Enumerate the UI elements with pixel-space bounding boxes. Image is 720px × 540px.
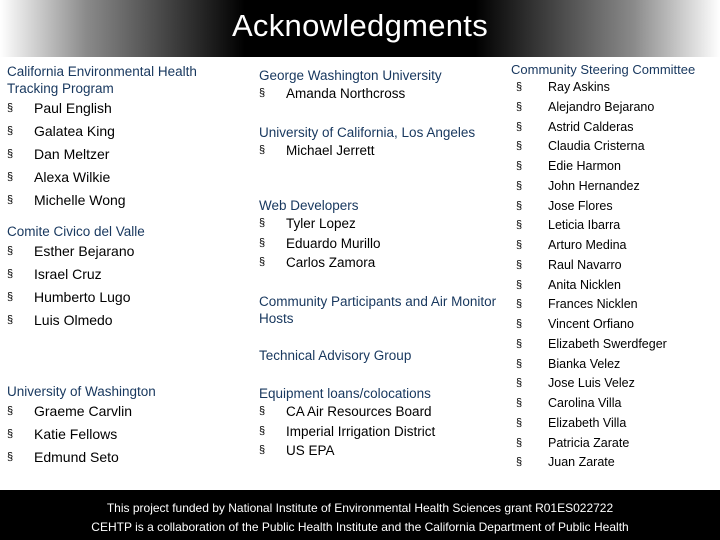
list-item	[259, 422, 499, 442]
name-list	[259, 84, 499, 104]
person-name: Vincent Orfiano	[548, 317, 634, 331]
list-item	[511, 256, 716, 276]
page-title: Acknowledgments	[231, 8, 489, 43]
list-item	[511, 78, 716, 98]
person-name: Astrid Calderas	[548, 119, 634, 134]
list-item	[259, 402, 499, 422]
person-name: Leticia Ibarra	[548, 218, 621, 233]
bullet-icon: §	[516, 278, 523, 291]
group	[511, 61, 716, 473]
person-name: John Hernandez	[548, 178, 640, 193]
list-item	[511, 335, 716, 355]
collaboration-note: CEHTP is a collaboration of the Public Health Institute and the California Department of Public Health	[91, 520, 629, 534]
bullet-icon: §	[259, 405, 266, 417]
group	[259, 67, 499, 104]
footer	[0, 490, 720, 540]
acknowledgments-panel	[0, 57, 720, 490]
bullet-icon: §	[516, 318, 523, 330]
list-item	[7, 446, 247, 469]
person-name: Bianka Velez	[548, 356, 621, 371]
person-name: CA Air Resources Board	[286, 404, 432, 419]
bullet-icon: §	[516, 100, 523, 113]
bullet-icon: §	[516, 219, 523, 232]
list-item	[259, 441, 499, 461]
bullet-icon: §	[7, 102, 14, 114]
list-item	[7, 309, 247, 332]
bullet-icon: §	[259, 236, 266, 249]
bullet-icon: §	[7, 171, 14, 183]
bullet-icon: §	[516, 357, 523, 370]
list-item	[511, 374, 716, 394]
bullet-icon: §	[516, 416, 523, 429]
group-title: University of Washington	[7, 384, 156, 399]
person-name: Eduardo Murillo	[286, 235, 381, 251]
list-item	[511, 236, 716, 256]
list-item	[7, 400, 247, 423]
bullet-icon: §	[516, 81, 523, 93]
list-item	[511, 355, 716, 375]
person-name: Elizabeth Swerdfeger	[548, 336, 667, 351]
name-list	[259, 141, 499, 161]
group	[259, 197, 499, 273]
bullet-icon: §	[516, 337, 523, 350]
person-name: Humberto Lugo	[34, 289, 131, 305]
group	[7, 63, 247, 212]
list-item	[7, 166, 247, 189]
bullet-icon: §	[516, 199, 523, 212]
list-item	[511, 315, 716, 335]
person-name: Israel Cruz	[34, 266, 102, 282]
person-name: Ray Askins	[548, 80, 610, 94]
bullet-icon: §	[259, 424, 266, 437]
bullet-icon: §	[7, 291, 14, 303]
list-item	[511, 137, 716, 157]
name-list	[259, 214, 499, 273]
list-item	[259, 214, 499, 234]
person-name: Jose Flores	[548, 198, 613, 213]
bullet-icon: §	[259, 144, 266, 156]
bullet-icon: §	[516, 436, 523, 449]
list-item	[259, 141, 499, 161]
person-name: US EPA	[286, 443, 335, 458]
group	[259, 347, 499, 364]
list-item	[511, 394, 716, 414]
person-name: Dan Meltzer	[34, 146, 110, 162]
list-item	[7, 97, 247, 120]
group	[259, 124, 499, 161]
bullet-icon: §	[516, 140, 523, 153]
bullet-icon: §	[7, 268, 14, 280]
bullet-icon: §	[516, 179, 523, 192]
name-list	[7, 400, 247, 469]
group-title: George Washington University	[259, 68, 442, 83]
person-name: Alejandro Bejarano	[548, 99, 655, 114]
person-name: Edie Harmon	[548, 159, 621, 173]
list-item	[511, 434, 716, 454]
person-name: Imperial Irrigation District	[286, 423, 436, 439]
bullet-icon: §	[7, 428, 14, 440]
person-name: Patricia Zarate	[548, 435, 630, 450]
group-title: Technical Advisory Group	[259, 348, 412, 363]
person-name: Jose Luis Velez	[548, 376, 635, 391]
list-item	[7, 143, 247, 166]
bullet-icon: §	[259, 256, 266, 268]
list-item	[7, 240, 247, 263]
list-item	[511, 216, 716, 236]
list-item	[7, 286, 247, 309]
name-list	[7, 97, 247, 212]
person-name: Galatea King	[34, 123, 115, 139]
name-list	[511, 78, 716, 473]
bullet-icon: §	[7, 405, 14, 417]
person-name: Michelle Wong	[34, 192, 126, 208]
group	[7, 383, 247, 469]
bullet-icon: §	[516, 160, 523, 172]
bullet-icon: §	[7, 125, 14, 137]
person-name: Edmund Seto	[34, 449, 119, 465]
person-name: Paul English	[34, 100, 112, 116]
bullet-icon: §	[516, 120, 523, 133]
bullet-icon: §	[7, 194, 14, 206]
list-item	[7, 120, 247, 143]
group-title: California Environmental Health Tracking Program	[7, 64, 197, 96]
person-name: Esther Bejarano	[34, 243, 135, 259]
person-name: Anita Nicklen	[548, 277, 621, 292]
name-list	[7, 240, 247, 332]
group	[259, 385, 499, 461]
bullet-icon: §	[259, 217, 266, 229]
person-name: Luis Olmedo	[34, 312, 113, 328]
group	[7, 223, 247, 332]
group-title: Community Participants and Air Monitor Hosts	[259, 294, 497, 326]
bullet-icon: §	[516, 239, 523, 251]
bullet-icon: §	[7, 451, 14, 463]
bullet-icon: §	[516, 258, 523, 271]
list-item	[511, 295, 716, 315]
list-item	[511, 276, 716, 296]
bullet-icon: §	[7, 245, 14, 257]
person-name: Claudia Cristerna	[548, 139, 645, 154]
group-title: University of California, Los Angeles	[259, 125, 476, 140]
list-item	[511, 118, 716, 138]
person-name: Carolina Villa	[548, 396, 622, 410]
group-title: Comite Civico del Valle	[7, 224, 145, 239]
list-item	[7, 189, 247, 212]
person-name: Michael Jerrett	[286, 143, 375, 158]
person-name: Amanda Northcross	[286, 86, 406, 101]
person-name: Carlos Zamora	[286, 255, 376, 270]
bullet-icon: §	[259, 87, 266, 99]
list-item	[511, 98, 716, 118]
list-item	[511, 177, 716, 197]
list-item	[7, 263, 247, 286]
list-item	[259, 84, 499, 104]
funding-note: This project funded by National Institute of Environmental Health Sciences grant R01ES022722	[106, 501, 614, 515]
person-name: Frances Nicklen	[548, 297, 638, 312]
person-name: Alexa Wilkie	[34, 169, 111, 185]
group-title: Web Developers	[259, 198, 359, 213]
person-name: Tyler Lopez	[286, 216, 356, 231]
list-item	[259, 234, 499, 254]
name-list	[259, 402, 499, 461]
bullet-icon: §	[516, 456, 523, 469]
group-title: Community Steering Committee	[511, 62, 696, 77]
bullet-icon: §	[516, 377, 523, 390]
bullet-icon: §	[7, 148, 14, 160]
bullet-icon: §	[259, 444, 266, 456]
person-name: Graeme Carvlin	[34, 403, 133, 419]
bullet-icon: §	[516, 397, 523, 409]
bullet-icon: §	[7, 314, 14, 326]
list-item	[511, 197, 716, 217]
list-item	[511, 157, 716, 177]
person-name: Raul Navarro	[548, 257, 622, 272]
group	[259, 293, 499, 327]
list-item	[511, 414, 716, 434]
group-title: Equipment loans/colocations	[259, 386, 431, 401]
person-name: Juan Zarate	[548, 455, 615, 470]
list-item	[259, 253, 499, 273]
list-item	[511, 453, 716, 473]
person-name: Arturo Medina	[548, 238, 627, 252]
bullet-icon: §	[516, 298, 523, 311]
list-item	[7, 423, 247, 446]
person-name: Elizabeth Villa	[548, 415, 627, 430]
person-name: Katie Fellows	[34, 426, 118, 442]
